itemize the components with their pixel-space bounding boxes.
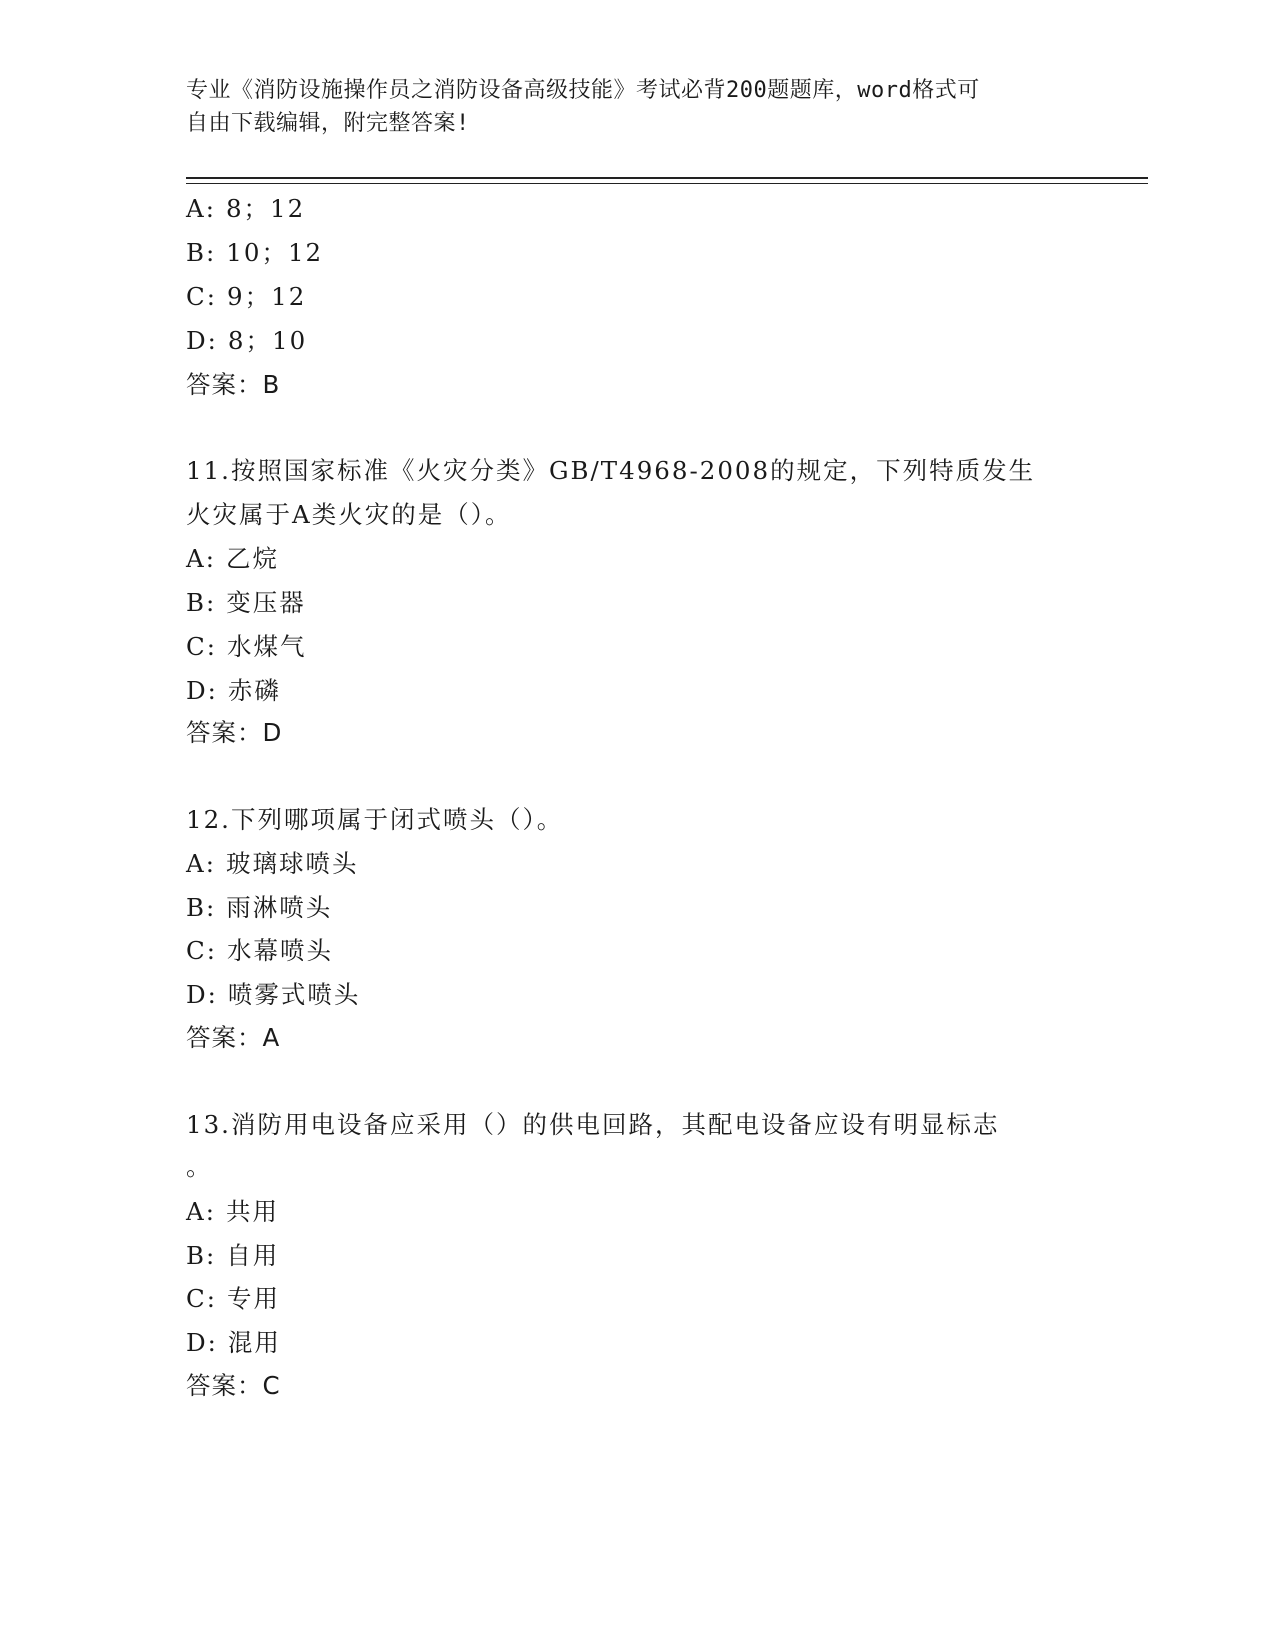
option-d: D: 喷雾式喷头 bbox=[186, 980, 361, 1009]
option-c: C: 水幕喷头 bbox=[186, 936, 334, 965]
option-b: B: 雨淋喷头 bbox=[186, 893, 333, 922]
option-a: A: 8；12 bbox=[186, 194, 306, 223]
option-b: B: 自用 bbox=[186, 1241, 280, 1270]
option-b: B: 10；12 bbox=[186, 238, 324, 267]
answer-line: 答案：C bbox=[186, 1371, 281, 1400]
option-c: C: 9；12 bbox=[186, 282, 307, 311]
header-divider bbox=[186, 177, 1148, 184]
question-stem-line: 13.消防用电设备应采用（）的供电回路，其配电设备应设有明显标志 bbox=[186, 1110, 1000, 1139]
option-b: B: 变压器 bbox=[186, 588, 306, 617]
header-line-1: 专业《消防设施操作员之消防设备高级技能》考试必背200题题库，word格式可 bbox=[186, 78, 980, 103]
answer-line: 答案：B bbox=[186, 370, 281, 399]
option-d: D: 赤磷 bbox=[186, 676, 281, 705]
option-c: C: 专用 bbox=[186, 1284, 281, 1313]
option-a: A: 共用 bbox=[186, 1197, 279, 1226]
question-stem-line: 火灾属于A类火灾的是（）。 bbox=[186, 500, 512, 529]
option-d: D: 8；10 bbox=[186, 326, 308, 355]
header-line-2: 自由下载编辑，附完整答案! bbox=[186, 111, 470, 136]
option-c: C: 水煤气 bbox=[186, 632, 307, 661]
question-stem-line: 12.下列哪项属于闭式喷头（）。 bbox=[186, 805, 564, 834]
answer-line: 答案：A bbox=[186, 1023, 281, 1052]
option-d: D: 混用 bbox=[186, 1328, 281, 1357]
option-a: A: 玻璃球喷头 bbox=[186, 849, 359, 878]
document-header bbox=[186, 74, 1086, 140]
answer-line: 答案：D bbox=[186, 718, 283, 747]
option-a: A: 乙烷 bbox=[186, 544, 279, 573]
question-stem-line: 。 bbox=[186, 1152, 213, 1181]
question-stem-line: 11.按照国家标准《火灾分类》GB/T4968-2008的规定，下列特质发生 bbox=[186, 456, 1036, 485]
